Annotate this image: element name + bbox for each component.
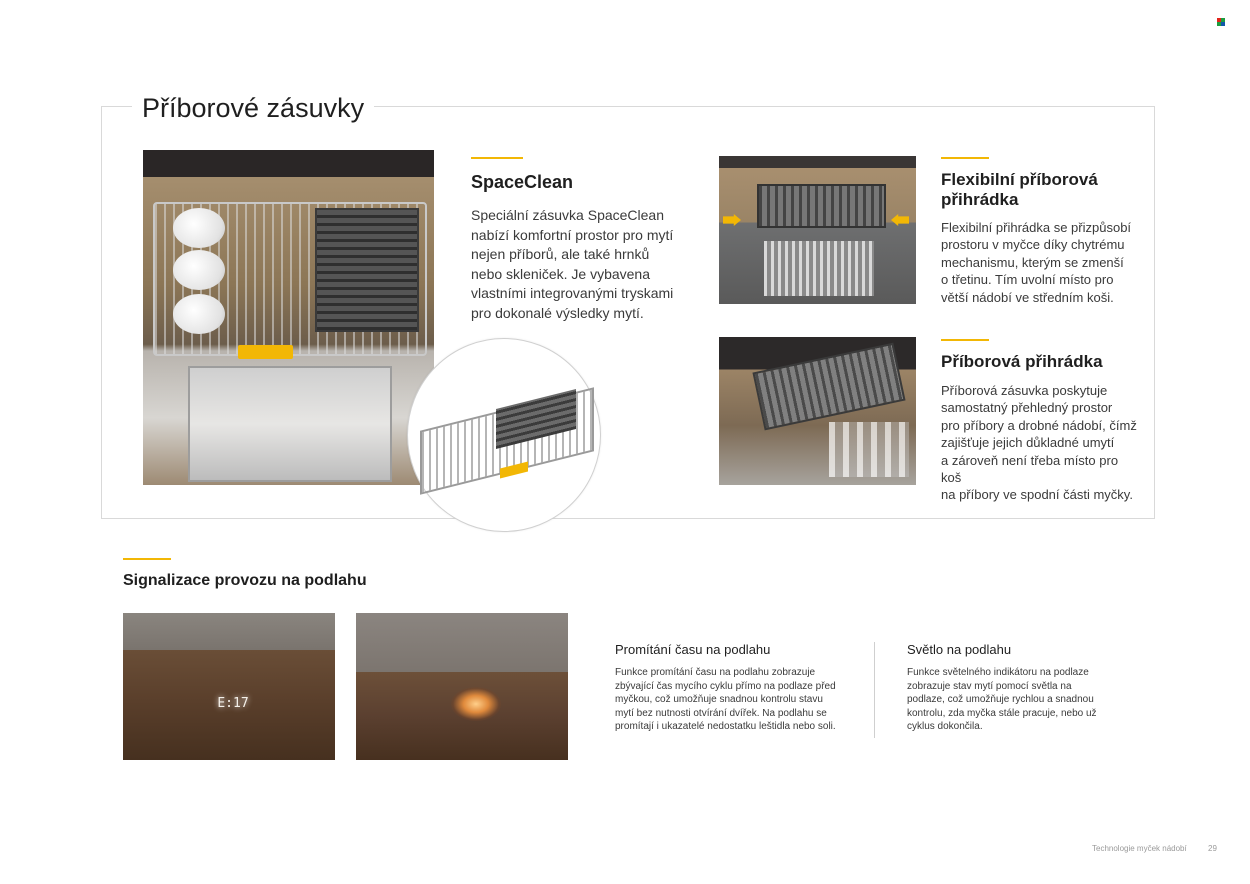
footer-doc-title: Technologie myček nádobí	[1092, 844, 1187, 853]
accent-line	[471, 157, 523, 159]
floor-time-display: E:17	[217, 696, 249, 711]
cutlery-tray	[752, 343, 905, 431]
signal-title: Signalizace provozu na podlahu	[123, 572, 367, 589]
accent-line	[941, 339, 989, 341]
bowl	[173, 250, 225, 290]
floor-light-photo	[356, 613, 568, 760]
brand-logo	[1217, 18, 1225, 26]
cutlery-tray	[757, 184, 886, 228]
spaceclean-drawer-detail	[407, 338, 601, 532]
section-title: Příborové zásuvky	[132, 90, 374, 126]
flexible-text: Flexibilní přihrádka se přizpůsobí prostoru v myčce díky chytrému mechanismu, kterým se zmenší o třetinu. Tím uvolní místo pro větší nádobí ve středním koši.	[941, 220, 1132, 305]
dishwasher-tub	[188, 366, 392, 482]
spaceclean-text: Speciální zásuvka SpaceClean nabízí komfortní prostor pro mytí nejen příborů, ale také hrnků nebo skleniček. Je vybavena vlastními integrovanými tryskami pro dokonalé výsledky mytí.	[471, 207, 674, 321]
drawer-handle	[238, 345, 293, 359]
cutlery-tray-photo	[719, 337, 916, 485]
bowl	[173, 208, 225, 248]
floor-light-title: Světlo na podlahu	[907, 642, 1012, 657]
cutlery-tray-title: Příborová přihrádka	[941, 352, 1103, 371]
time-projection-text: Funkce promítání času na podlahu zobrazuje zbývající čas mycího cyklu přímo na podlaze před myčkou, což umožňuje snadnou kontrolu stavu mytí bez nutnosti otvírání dvířek. Na podlahu se promítají i ukazatelé nedostatku leštidla nebo soli.	[615, 667, 836, 732]
time-projection-photo	[123, 613, 335, 760]
bowl	[173, 294, 225, 334]
accent-line	[123, 558, 171, 560]
spaceclean-photo	[143, 150, 434, 485]
flexible-title: Flexibilní příborová přihrádka	[941, 170, 1098, 209]
floor-light-text: Funkce světelného indikátoru na podlaze zobrazuje stav mytí pomocí světla na podlaze, což umožňuje rychlou a snadnou kontrolu, zda myčka stále pracuje, nebo už cyklus dokončila.	[907, 667, 1097, 732]
flexible-tray-photo	[719, 156, 916, 304]
floor-light-spot	[451, 687, 501, 721]
spaceclean-title: SpaceClean	[471, 172, 574, 192]
glasses	[829, 422, 909, 477]
arrow-left-icon	[891, 214, 909, 226]
page-number: 29	[1208, 844, 1217, 853]
cutlery-tray-text: Příborová zásuvka poskytuje samostatný přehledný prostor pro příbory a drobné nádobí, čímž zajišťuje jejich důkladné umytí a zároveň není třeba místo pro koš na příbory ve spodní části myčky.	[941, 383, 1137, 503]
plates	[764, 241, 874, 296]
arrow-right-icon	[723, 214, 741, 226]
accent-line	[941, 157, 989, 159]
time-projection-title: Promítání času na podlahu	[615, 642, 771, 657]
spaceclean-basket	[315, 208, 419, 332]
column-divider	[874, 642, 875, 738]
